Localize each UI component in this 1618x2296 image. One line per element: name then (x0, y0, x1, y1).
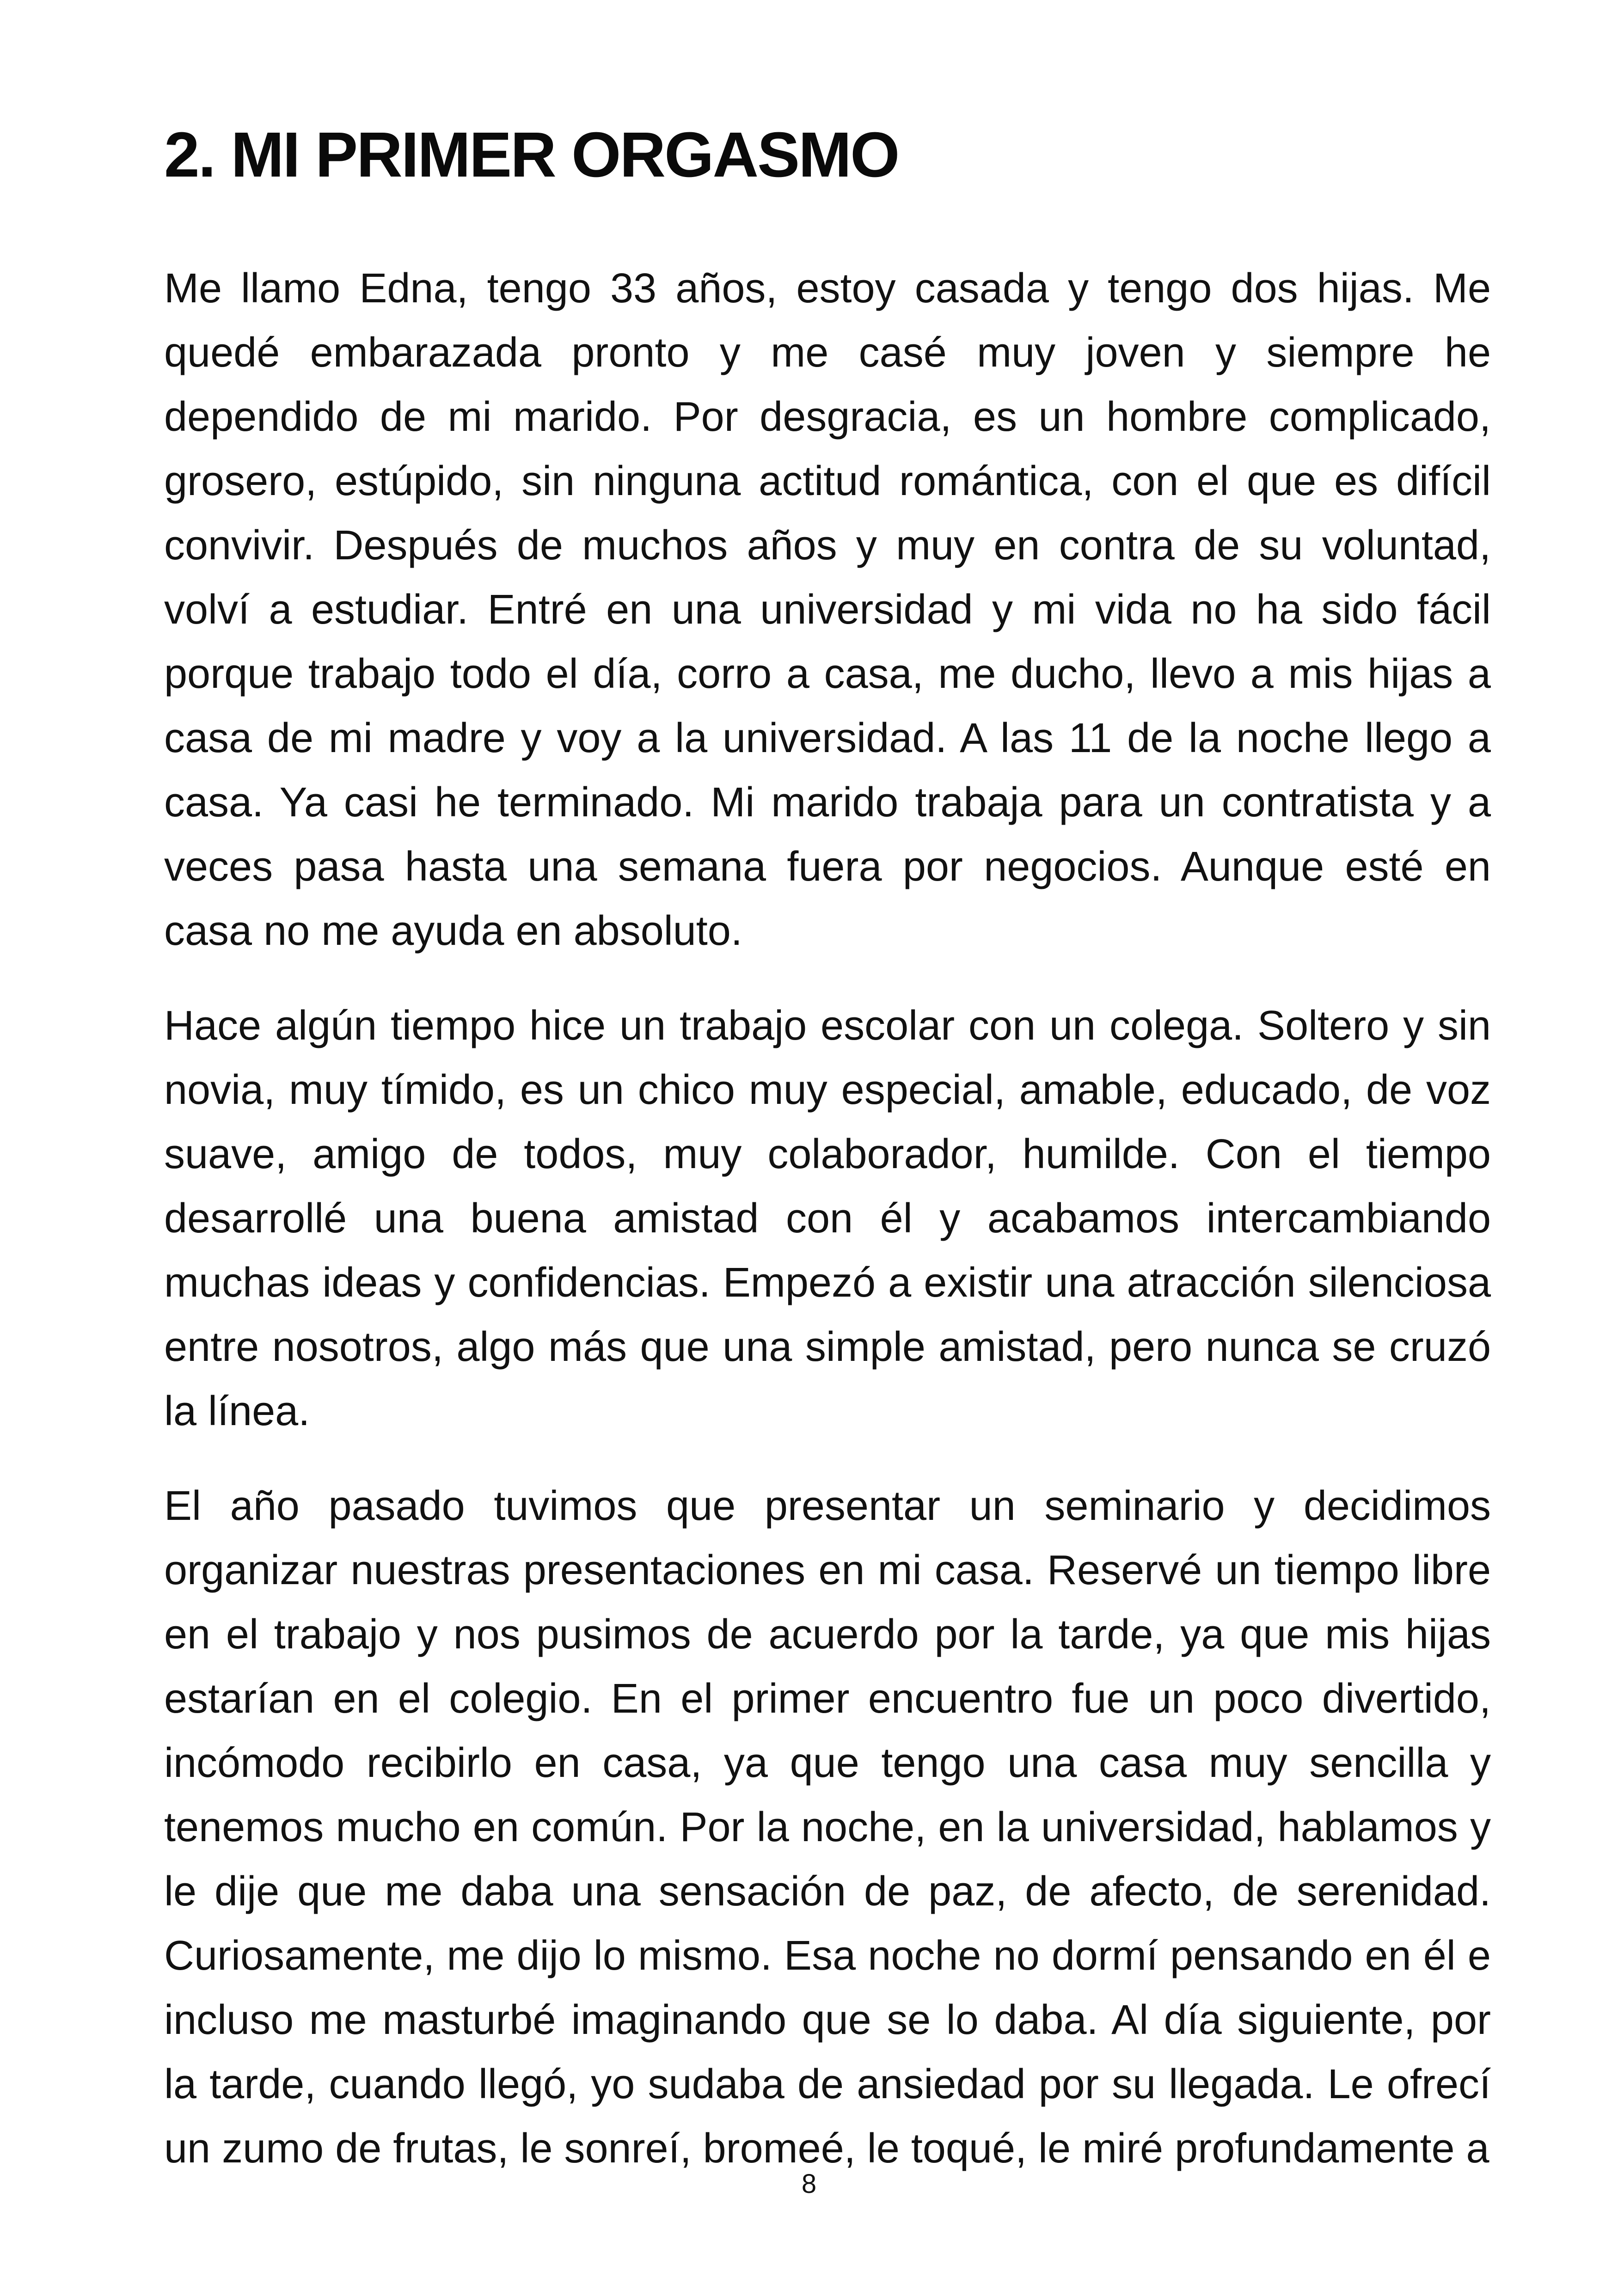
paragraph-2: Hace algún tiempo hice un trabajo escolar con un colega. Soltero y sin novia, muy tímido, es un chico muy especial, amable, educado, de voz suave, amigo de todos, muy colaborador, humilde. Con el tiempo desarrollé una buena amistad con él y acabamos intercambiando muchas ideas y confidencias. Empezó a existir una atracción silenciosa entre nosotros, algo más que una simple amistad, pero nunca se cruzó la línea. (164, 1003, 1491, 1434)
chapter-title: 2. MI PRIMER ORGASMO (164, 119, 899, 190)
page-content (164, 118, 1491, 2211)
paragraph-3: El año pasado tuvimos que presentar un seminario y decidimos organizar nuestras presentaciones en mi casa. Reservé un tiempo libre en el trabajo y nos pusimos de acuerdo por la tarde, ya que mis hijas estarían en el colegio. En el primer encuentro fue un poco divertido, incómodo recibirlo en casa, ya que tengo una casa muy sencilla y tenemos mucho en común. Por la noche, en la universidad, hablamos y le dije que me daba una sensación de paz, de afecto, de serenidad. Curiosamente, me dijo lo mismo. Esa noche no dormí pensando en él e incluso me masturbé imaginando que se lo daba. Al día siguiente, por la tarde, cuando llegó, yo sudaba de ansiedad por su llegada. Le ofrecí un zumo de frutas, le sonreí, bromeé, le toqué, le miré profundamente a (164, 1483, 1491, 2172)
page-number: 8 (801, 2169, 817, 2199)
paragraph-1: Me llamo Edna, tengo 33 años, estoy casada y tengo dos hijas. Me quedé embarazada pronto y me casé muy joven y siempre he dependido de mi marido. Por desgracia, es un hombre complicado, grosero, estúpido, sin ninguna actitud romántica, con el que es difícil convivir. Después de muchos años y muy en contra de su voluntad, volví a estudiar. Entré en una universidad y mi vida no ha sido fácil porque trabajo todo el día, corro a casa, me ducho, llevo a mis hijas a casa de mi madre y voy a la universidad. A las 11 de la noche llego a casa. Ya casi he terminado. Mi marido trabaja para un contratista y a veces pasa hasta una semana fuera por negocios. Aunque esté en casa no me ayuda en absoluto. (164, 265, 1491, 954)
